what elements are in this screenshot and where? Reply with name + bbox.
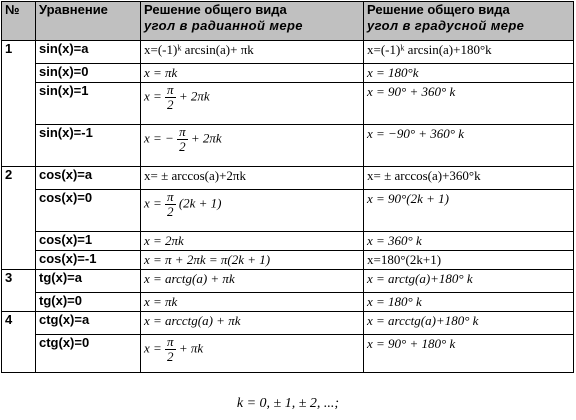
- fraction-denominator: 2: [179, 139, 186, 154]
- header-radian-title: Решение общего вида: [144, 2, 287, 17]
- degree-solution: x=180°(2k+1): [364, 251, 574, 270]
- formula-suffix: (2k + 1): [178, 195, 222, 211]
- formula-prefix: x = −: [144, 130, 174, 146]
- table-row: [2, 232, 574, 251]
- formula-suffix: + 2πk: [190, 130, 222, 146]
- group-number: 3: [2, 270, 36, 312]
- degree-solution: x= ± arccos(a)+360°k: [364, 167, 574, 190]
- radian-solution: x= ± arccos(a)+2πk: [141, 167, 364, 190]
- fraction-numerator: π: [167, 82, 174, 97]
- equation-cell: sin(x)=0: [36, 64, 141, 83]
- table-row: [2, 83, 574, 125]
- table-row: [2, 270, 574, 293]
- equation-cell: ctg(x)=0: [36, 335, 141, 373]
- table-row: [2, 64, 574, 83]
- radian-solution: x=(-1)ᵏ arcsin(a)+ πk: [141, 41, 364, 64]
- table-row: [2, 41, 574, 64]
- fraction-numerator: π: [167, 189, 174, 204]
- group-number: 1: [2, 41, 36, 167]
- header-degree-title: Решение общего вида: [367, 2, 510, 17]
- table-row: [2, 190, 574, 232]
- equation-cell: sin(x)=a: [36, 41, 141, 64]
- table-row: [2, 293, 574, 312]
- footnote: k = 0, ± 1, ± 2, ...;: [236, 396, 340, 411]
- table-row: [2, 335, 574, 373]
- degree-solution: x = −90° + 360° k: [364, 125, 574, 167]
- equation-cell: sin(x)=-1: [36, 125, 141, 167]
- table-row: [2, 312, 574, 335]
- header-equation: Уравнение: [36, 2, 141, 41]
- degree-solution: x = arcctg(a)+180° k: [364, 312, 574, 335]
- fraction: [165, 83, 176, 112]
- degree-solution: x = 180°k: [364, 64, 574, 83]
- degree-solution: x = 180° k: [364, 293, 574, 312]
- degree-solution: x = 90° + 180° k: [364, 335, 574, 373]
- radian-solution: [141, 190, 364, 232]
- table-row: [2, 251, 574, 270]
- formula-prefix: x =: [144, 340, 162, 356]
- table-row: [2, 125, 574, 167]
- trig-equations-table: [1, 1, 574, 373]
- radian-solution: x = 2πk: [141, 232, 364, 251]
- header-degree-sub: угол в градусной мере: [367, 18, 525, 33]
- radian-solution: [141, 83, 364, 125]
- table-row: [2, 167, 574, 190]
- formula-prefix: x =: [144, 88, 162, 104]
- fraction: [165, 335, 176, 364]
- radian-solution: x = arcctg(a) + πk: [141, 312, 364, 335]
- fraction-numerator: π: [167, 334, 174, 349]
- formula-suffix: + πk: [178, 340, 204, 356]
- equation-cell: cos(x)=-1: [36, 251, 141, 270]
- fraction-denominator: 2: [167, 204, 174, 219]
- radian-solution: [141, 335, 364, 373]
- equation-cell: cos(x)=1: [36, 232, 141, 251]
- equation-cell: sin(x)=1: [36, 83, 141, 125]
- radian-solution: [141, 125, 364, 167]
- degree-solution: x=(-1)ᵏ arcsin(a)+180°k: [364, 41, 574, 64]
- equation-cell: tg(x)=a: [36, 270, 141, 293]
- degree-solution: x = 90° + 360° k: [364, 83, 574, 125]
- group-number: 2: [2, 167, 36, 270]
- degree-solution: x = arctg(a)+180° k: [364, 270, 574, 293]
- equation-cell: tg(x)=0: [36, 293, 141, 312]
- fraction-numerator: π: [179, 124, 186, 139]
- group-number: 4: [2, 312, 36, 373]
- formula-prefix: x =: [144, 195, 162, 211]
- degree-solution: x = 90°(2k + 1): [364, 190, 574, 232]
- radian-solution: x = π + 2πk = π(2k + 1): [141, 251, 364, 270]
- equation-cell: cos(x)=0: [36, 190, 141, 232]
- radian-solution: x = πk: [141, 293, 364, 312]
- fraction-denominator: 2: [167, 97, 174, 112]
- equation-cell: cos(x)=a: [36, 167, 141, 190]
- header-radian-sub: угол в радианной мере: [144, 18, 303, 33]
- header-num: №: [2, 2, 36, 41]
- fraction: [165, 190, 176, 219]
- fraction: [177, 125, 188, 154]
- formula-suffix: + 2πk: [178, 88, 210, 104]
- degree-solution: x = 360° k: [364, 232, 574, 251]
- radian-solution: x = arctg(a) + πk: [141, 270, 364, 293]
- fraction-denominator: 2: [167, 349, 174, 364]
- header-radian: [141, 2, 364, 41]
- radian-solution: x = πk: [141, 64, 364, 83]
- header-degree: [364, 2, 574, 41]
- equation-cell: ctg(x)=a: [36, 312, 141, 335]
- header-row: [2, 2, 574, 41]
